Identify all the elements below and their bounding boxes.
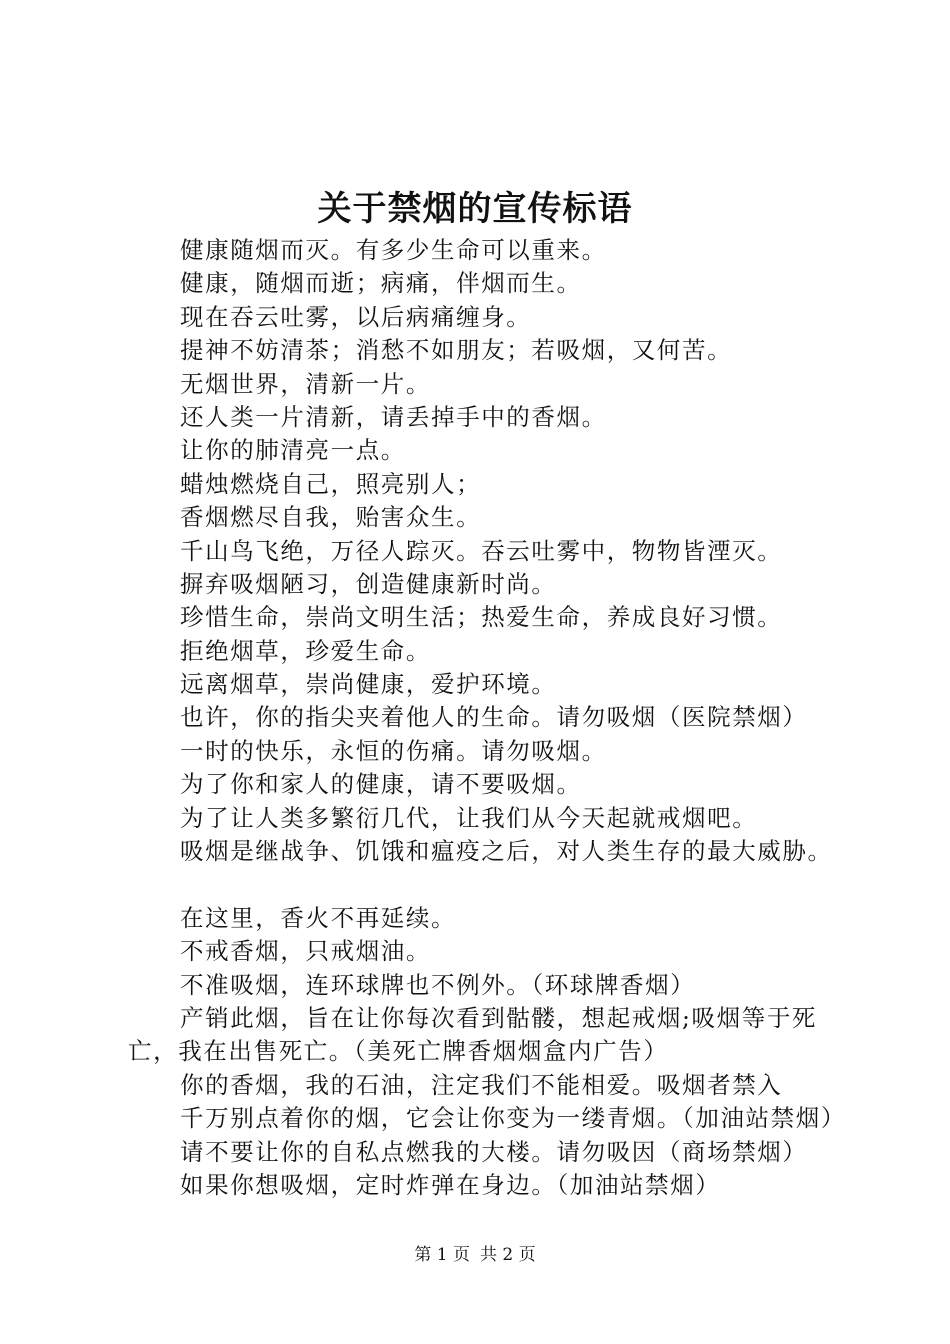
slogan-line: 为了让人类多繁衍几代，让我们从今天起就戒烟吧。 [180, 803, 758, 832]
slogan-line: 现在吞云吐雾，以后病痛缠身。 [180, 302, 532, 331]
slogan-paragraph: 千万别点着你的烟，它会让你变为一缕青烟。（加油站禁烟） [180, 1104, 846, 1133]
slogan-line: 一时的快乐，永恒的伤痛。请勿吸烟。 [180, 736, 607, 765]
page-footer [0, 1243, 950, 1267]
document-title: 关于禁烟的宣传标语 [317, 189, 633, 229]
slogan-line: 珍惜生命，崇尚文明生活；热爱生命，养成良好习惯。 [180, 603, 783, 632]
slogan-line: 如果你想吸烟，定时炸弹在身边。（加油站禁烟） [180, 1170, 721, 1199]
slogan-line: 让你的肺清亮一点。 [180, 436, 406, 465]
blank-line [128, 868, 840, 901]
slogan-line: 拒绝烟草，珍爱生命。 [180, 636, 431, 665]
slogan-line: 也许，你的指尖夹着他人的生命。请勿吸烟（医院禁烟） [180, 703, 808, 732]
page-total: 共 2 页 [480, 1245, 536, 1265]
slogan-line: 不戒香烟，只戒烟油。 [180, 937, 431, 966]
page-number: 第 1 页 [414, 1245, 470, 1265]
slogan-line: 无烟世界，清新一片。 [180, 369, 431, 398]
slogan-line: 请不要让你的自私点燃我的大楼。请勿吸因（商场禁烟） [180, 1137, 808, 1166]
slogan-line: 为了你和家人的健康，请不要吸烟。 [180, 770, 582, 799]
slogan-line: 远离烟草，崇尚健康，爱护环境。 [180, 670, 557, 699]
slogan-line: 摒弃吸烟陋习，创造健康新时尚。 [180, 569, 557, 598]
slogan-paragraph: 产销此烟，旨在让你每次看到骷髅，想起戒烟;吸烟等于死亡，我在出售死亡。（美死亡牌香烟烟盒内广告） [128, 1003, 818, 1066]
slogan-line: 蜡烛燃烧自己，照亮别人； [180, 469, 482, 498]
slogan-line: 千山鸟飞绝，万径人踪灭。吞云吐雾中，物物皆湮灭。 [180, 536, 783, 565]
slogan-line: 提神不妨清茶；消愁不如朋友；若吸烟，又何苦。 [180, 336, 733, 365]
slogan-line: 不准吸烟，连环球牌也不例外。（环球牌香烟） [180, 970, 696, 999]
slogan-line: 健康，随烟而逝；病痛，伴烟而生。 [180, 269, 582, 298]
slogan-line: 你的香烟，我的石油，注定我们不能相爱。吸烟者禁入 [180, 1070, 783, 1099]
slogan-line: 在这里，香火不再延续。 [180, 903, 457, 932]
slogan-line: 香烟燃尽自我，贻害众生。 [180, 503, 482, 532]
document-body [128, 234, 846, 1202]
slogan-line: 吸烟是继战争、饥饿和瘟疫之后，对人类生存的最大威胁。 [180, 837, 833, 866]
slogan-line: 健康随烟而灭。有多少生命可以重来。 [180, 236, 607, 264]
slogan-line: 还人类一片清新，请丢掉手中的香烟。 [180, 402, 607, 431]
